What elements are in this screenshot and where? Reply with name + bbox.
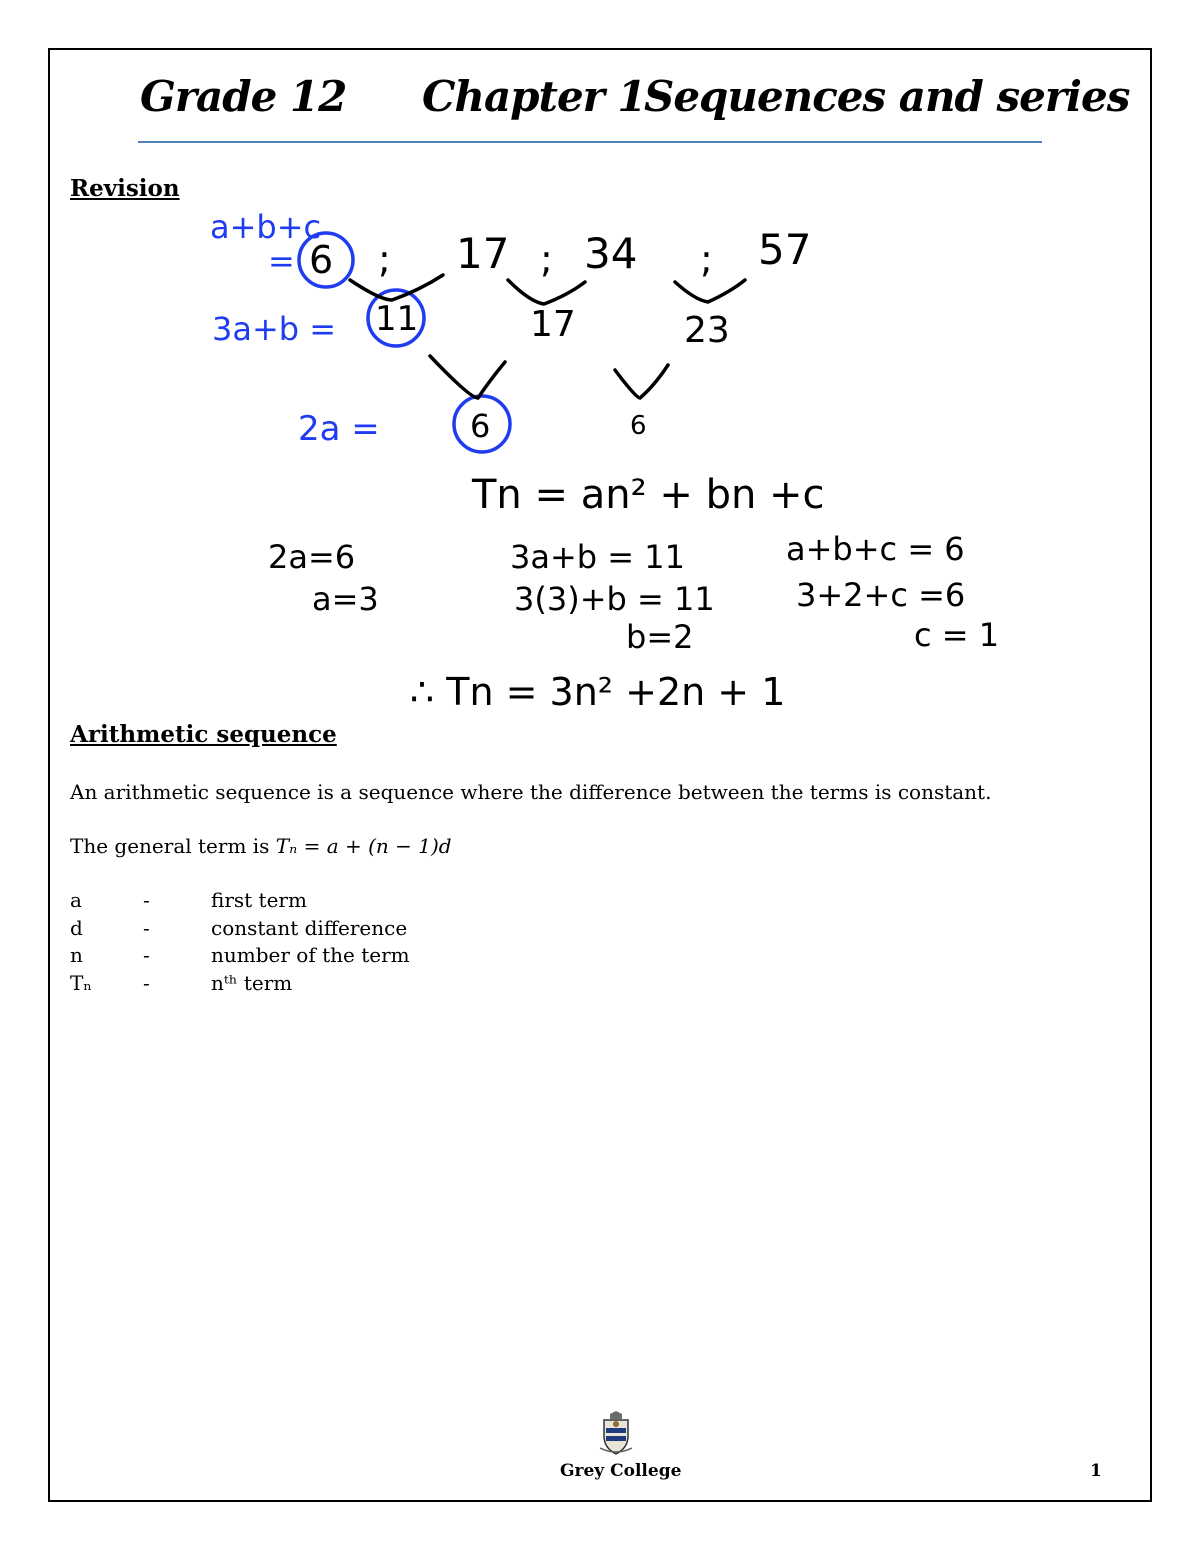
label-sum: a+b+c <box>210 208 322 246</box>
work-col1-line2: a=3 <box>312 580 379 618</box>
school-crest-icon <box>596 1410 636 1456</box>
work-col2-line2: 3(3)+b = 11 <box>514 580 715 618</box>
definition-symbol: Tₙ <box>70 970 92 995</box>
definition-dash: - <box>143 943 150 967</box>
label-equals: = <box>268 242 295 280</box>
label-second-diff: 2a = <box>298 409 380 449</box>
definition-symbol: d <box>70 915 83 940</box>
sequence-sep-3: ; <box>700 237 713 281</box>
work-col2-line1: 3a+b = 11 <box>510 538 685 576</box>
definition-meaning: constant difference <box>211 915 408 940</box>
definition-dash: - <box>143 915 150 940</box>
connector-v3 <box>675 280 745 302</box>
work-col1-line1: 2a=6 <box>268 538 356 576</box>
definition-dash: - <box>143 970 150 995</box>
header-title: Sequences and series <box>644 72 1130 121</box>
header-chapter: Chapter 1 <box>422 72 646 121</box>
header-grade: Grade 12 <box>140 72 347 121</box>
sequence-term-4: 57 <box>758 225 812 274</box>
second-diff-1: 6 <box>470 407 491 445</box>
revision-handwritten-working <box>0 0 1200 720</box>
definition-meaning: nᵗʰ term <box>211 970 293 995</box>
connector-v1 <box>350 275 443 300</box>
result-formula: ∴ Tn = 3n² +2n + 1 <box>410 670 786 714</box>
work-col3-line1: a+b+c = 6 <box>786 530 965 568</box>
first-diff-3: 23 <box>684 310 730 351</box>
sequence-term-2: 17 <box>456 229 510 278</box>
work-col2-line3: b=2 <box>626 618 694 656</box>
sequence-sep-1: ; <box>378 237 391 281</box>
definition-dash: - <box>143 888 150 912</box>
arithmetic-heading: Arithmetic sequence <box>70 721 337 748</box>
page-number: 1 <box>1090 1461 1102 1481</box>
work-col3-line3: c = 1 <box>914 616 1000 654</box>
sequence-sep-2: ; <box>540 237 553 281</box>
general-term-line <box>70 834 452 858</box>
revision-heading: Revision <box>70 175 180 202</box>
connector-v5 <box>615 365 668 398</box>
sequence-term-3: 34 <box>584 229 638 278</box>
footer-school: Grey College <box>560 1461 682 1481</box>
label-first-diff: 3a+b = <box>212 310 337 348</box>
definition-symbol: a <box>70 888 82 912</box>
second-diff-2: 6 <box>630 411 647 441</box>
first-diff-2: 17 <box>530 304 576 345</box>
first-diff-1: 11 <box>375 299 419 339</box>
general-term-formula: Tₙ = a + (n − 1)d <box>275 834 452 858</box>
definition-meaning: first term <box>211 888 307 912</box>
general-term-prefix: The general term is <box>70 834 276 858</box>
definition-meaning: number of the term <box>211 943 410 967</box>
connector-v2 <box>508 280 585 304</box>
arithmetic-definition: An arithmetic sequence is a sequence where the difference between the terms is constant. <box>70 780 992 804</box>
connector-v4 <box>430 356 505 398</box>
sequence-term-1: 6 <box>309 238 334 282</box>
work-col3-line2: 3+2+c =6 <box>796 576 966 614</box>
definition-symbol: n <box>70 943 83 967</box>
general-form: Tn = an² + bn +c <box>472 472 825 518</box>
